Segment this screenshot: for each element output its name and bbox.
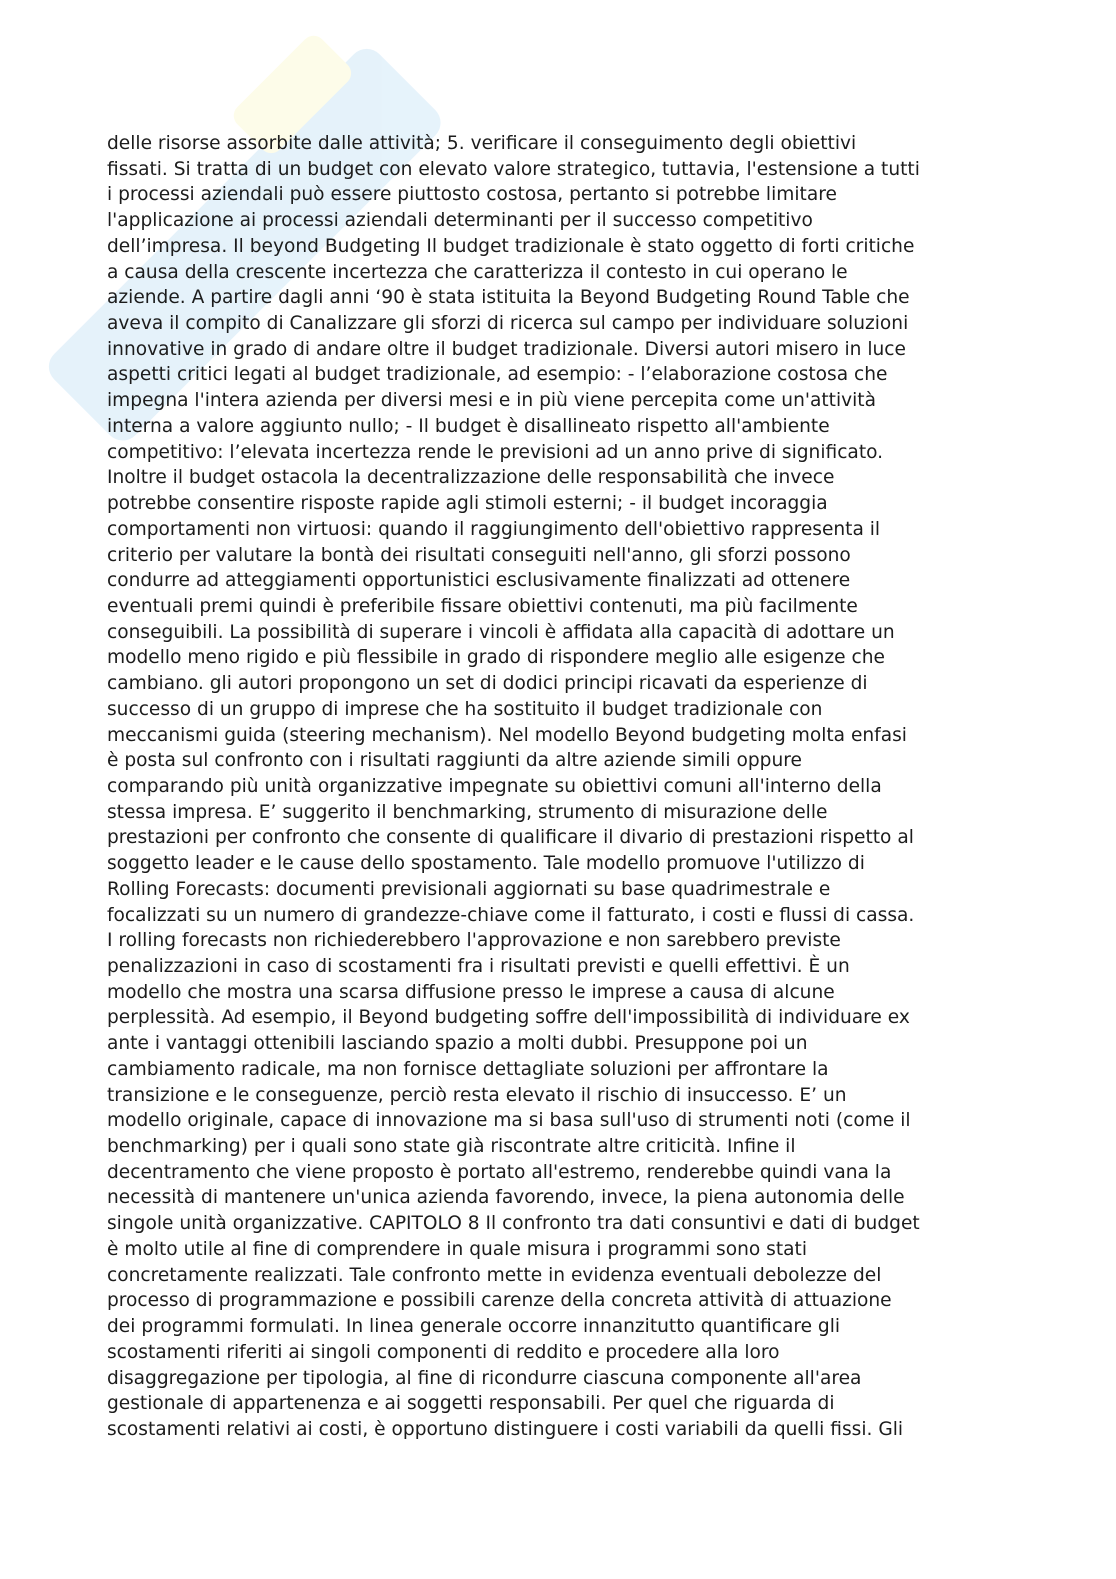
text-line: modello che mostra una scarsa diffusione presso le imprese a causa di alcune — [107, 981, 835, 1003]
text-line: cambiano. gli autori propongono un set di dodici principi ricavati da esperienze di — [107, 673, 868, 695]
text-line: modello meno rigido e più flessibile in grado di rispondere meglio alle esigenze che — [107, 647, 885, 669]
text-line: l'applicazione ai processi aziendali determinanti per il successo competitivo — [107, 210, 813, 232]
text-line: transizione e le conseguenze, perciò resta elevato il rischio di insuccesso. E’ un — [107, 1084, 847, 1106]
text-line: successo di un gruppo di imprese che ha sostituito il budget tradizionale con — [107, 698, 823, 720]
text-line: disaggregazione per tipologia, al fine di ricondurre ciascuna componente all'area — [107, 1367, 862, 1389]
text-line: necessità di mantenere un'unica azienda favorendo, invece, la piena autonomia delle — [107, 1187, 905, 1209]
text-line: impegna l'intera azienda per diversi mesi e in più viene percepita come un'attività — [107, 390, 876, 412]
text-line: criterio per valutare la bontà dei risultati conseguiti nell'anno, gli sforzi possono — [107, 544, 851, 566]
text-line: è molto utile al fine di comprendere in quale misura i programmi sono stati — [107, 1238, 807, 1260]
text-line: i processi aziendali può essere piuttosto costosa, pertanto si potrebbe limitare — [107, 184, 837, 206]
text-line: è posta sul confronto con i risultati raggiunti da altre aziende simili oppure — [107, 750, 802, 772]
text-line: competitivo: l’elevata incertezza rende le previsioni ad un anno prive di significato. — [107, 441, 884, 463]
text-line: concretamente realizzati. Tale confronto mette in evidenza eventuali debolezze del — [107, 1264, 882, 1286]
text-line: innovative in grado di andare oltre il budget tradizionale. Diversi autori misero in luce — [107, 338, 906, 360]
text-line: singole unità organizzative. CAPITOLO 8 Il confronto tra dati consuntivi e dati di budget — [107, 1213, 920, 1235]
text-line: aveva il compito di Canalizzare gli sforzi di ricerca sul campo per individuare soluzioni — [107, 313, 909, 335]
text-line: modello originale, capace di innovazione ma si basa sull'uso di strumenti noti (come il — [107, 1110, 911, 1132]
text-line: aspetti critici legati al budget tradizionale, ad esempio: - l’elaborazione costosa che — [107, 364, 888, 386]
text-line: dell’impresa. Il beyond Budgeting Il budget tradizionale è stato oggetto di forti critiche — [107, 235, 915, 257]
text-line: perplessità. Ad esempio, il Beyond budgeting soffre dell'impossibilità di individuare ex — [107, 1007, 910, 1029]
text-line: Inoltre il budget ostacola la decentralizzazione delle responsabilità che invece — [107, 467, 835, 489]
text-line: Rolling Forecasts: documenti previsionali aggiornati su base quadrimestrale e — [107, 878, 831, 900]
text-line: aziende. A partire dagli anni ‘90 è stata istituita la Beyond Budgeting Round Table che — [107, 287, 910, 309]
text-line: gestionale di appartenenza e ai soggetti responsabili. Per quel che riguarda di — [107, 1393, 835, 1415]
text-line: soggetto leader e le cause dello spostamento. Tale modello promuove l'utilizzo di — [107, 853, 865, 875]
text-line: delle risorse assorbite dalle attività; 5. verificare il conseguimento degli obiettivi — [107, 133, 857, 154]
text-line: a causa della crescente incertezza che caratterizza il contesto in cui operano le — [107, 261, 848, 283]
text-line: stessa impresa. E’ suggerito il benchmarking, strumento di misurazione delle — [107, 801, 828, 823]
text-line: prestazioni per confronto che consente di qualificare il divario di prestazioni rispetto al — [107, 827, 914, 849]
body-text — [107, 131, 1012, 1443]
text-line: benchmarking) per i quali sono state già riscontrate altre criticità. Infine il — [107, 1136, 796, 1158]
text-line: penalizzazioni in caso di scostamenti fra i risultati previsti e quelli effettivi. È un — [107, 956, 850, 977]
text-line: processo di programmazione e possibili carenze della concreta attività di attuazione — [107, 1290, 892, 1312]
text-line: comportamenti non virtuosi: quando il raggiungimento dell'obiettivo rappresenta il — [107, 518, 881, 540]
text-line: meccanismi guida (steering mechanism). Nel modello Beyond budgeting molta enfasi — [107, 724, 907, 746]
text-line: ante i vantaggi ottenibili lasciando spazio a molti dubbi. Presuppone poi un — [107, 1033, 808, 1055]
text-line: interna a valore aggiunto nullo; - Il budget è disallineato rispetto all'ambiente — [107, 415, 830, 437]
text-line: fissati. Si tratta di un budget con elevato valore strategico, tuttavia, l'estensione a tutti — [107, 158, 920, 180]
text-line: scostamenti riferiti ai singoli componenti di reddito e procedere alla loro — [107, 1341, 780, 1363]
text-line: cambiamento radicale, ma non fornisce dettagliate soluzioni per affrontare la — [107, 1058, 829, 1080]
text-line: focalizzati su un numero di grandezze-chiave come il fatturato, i costi e flussi di cassa. — [107, 904, 915, 926]
text-line: condurre ad atteggiamenti opportunistici esclusivamente finalizzati ad ottenere — [107, 570, 851, 592]
text-line: dei programmi formulati. In linea generale occorre innanzitutto quantificare gli — [107, 1316, 841, 1338]
text-line: scostamenti relativi ai costi, è opportuno distinguere i costi variabili da quelli fissi. Gli — [107, 1418, 904, 1440]
text-line: potrebbe consentire risposte rapide agli stimoli esterni; - il budget incoraggia — [107, 493, 828, 515]
text-line: conseguibili. La possibilità di superare i vincoli è affidata alla capacità di adottare un — [107, 621, 895, 643]
text-line: comparando più unità organizzative impegnate su obiettivi comuni all'interno della — [107, 775, 882, 797]
text-line: eventuali premi quindi è preferibile fissare obiettivi contenuti, ma più facilmente — [107, 595, 858, 617]
text-line: I rolling forecasts non richiederebbero l'approvazione e non sarebbero previste — [107, 930, 841, 952]
text-line: decentramento che viene proposto è portato all'estremo, renderebbe quindi vana la — [107, 1161, 892, 1183]
